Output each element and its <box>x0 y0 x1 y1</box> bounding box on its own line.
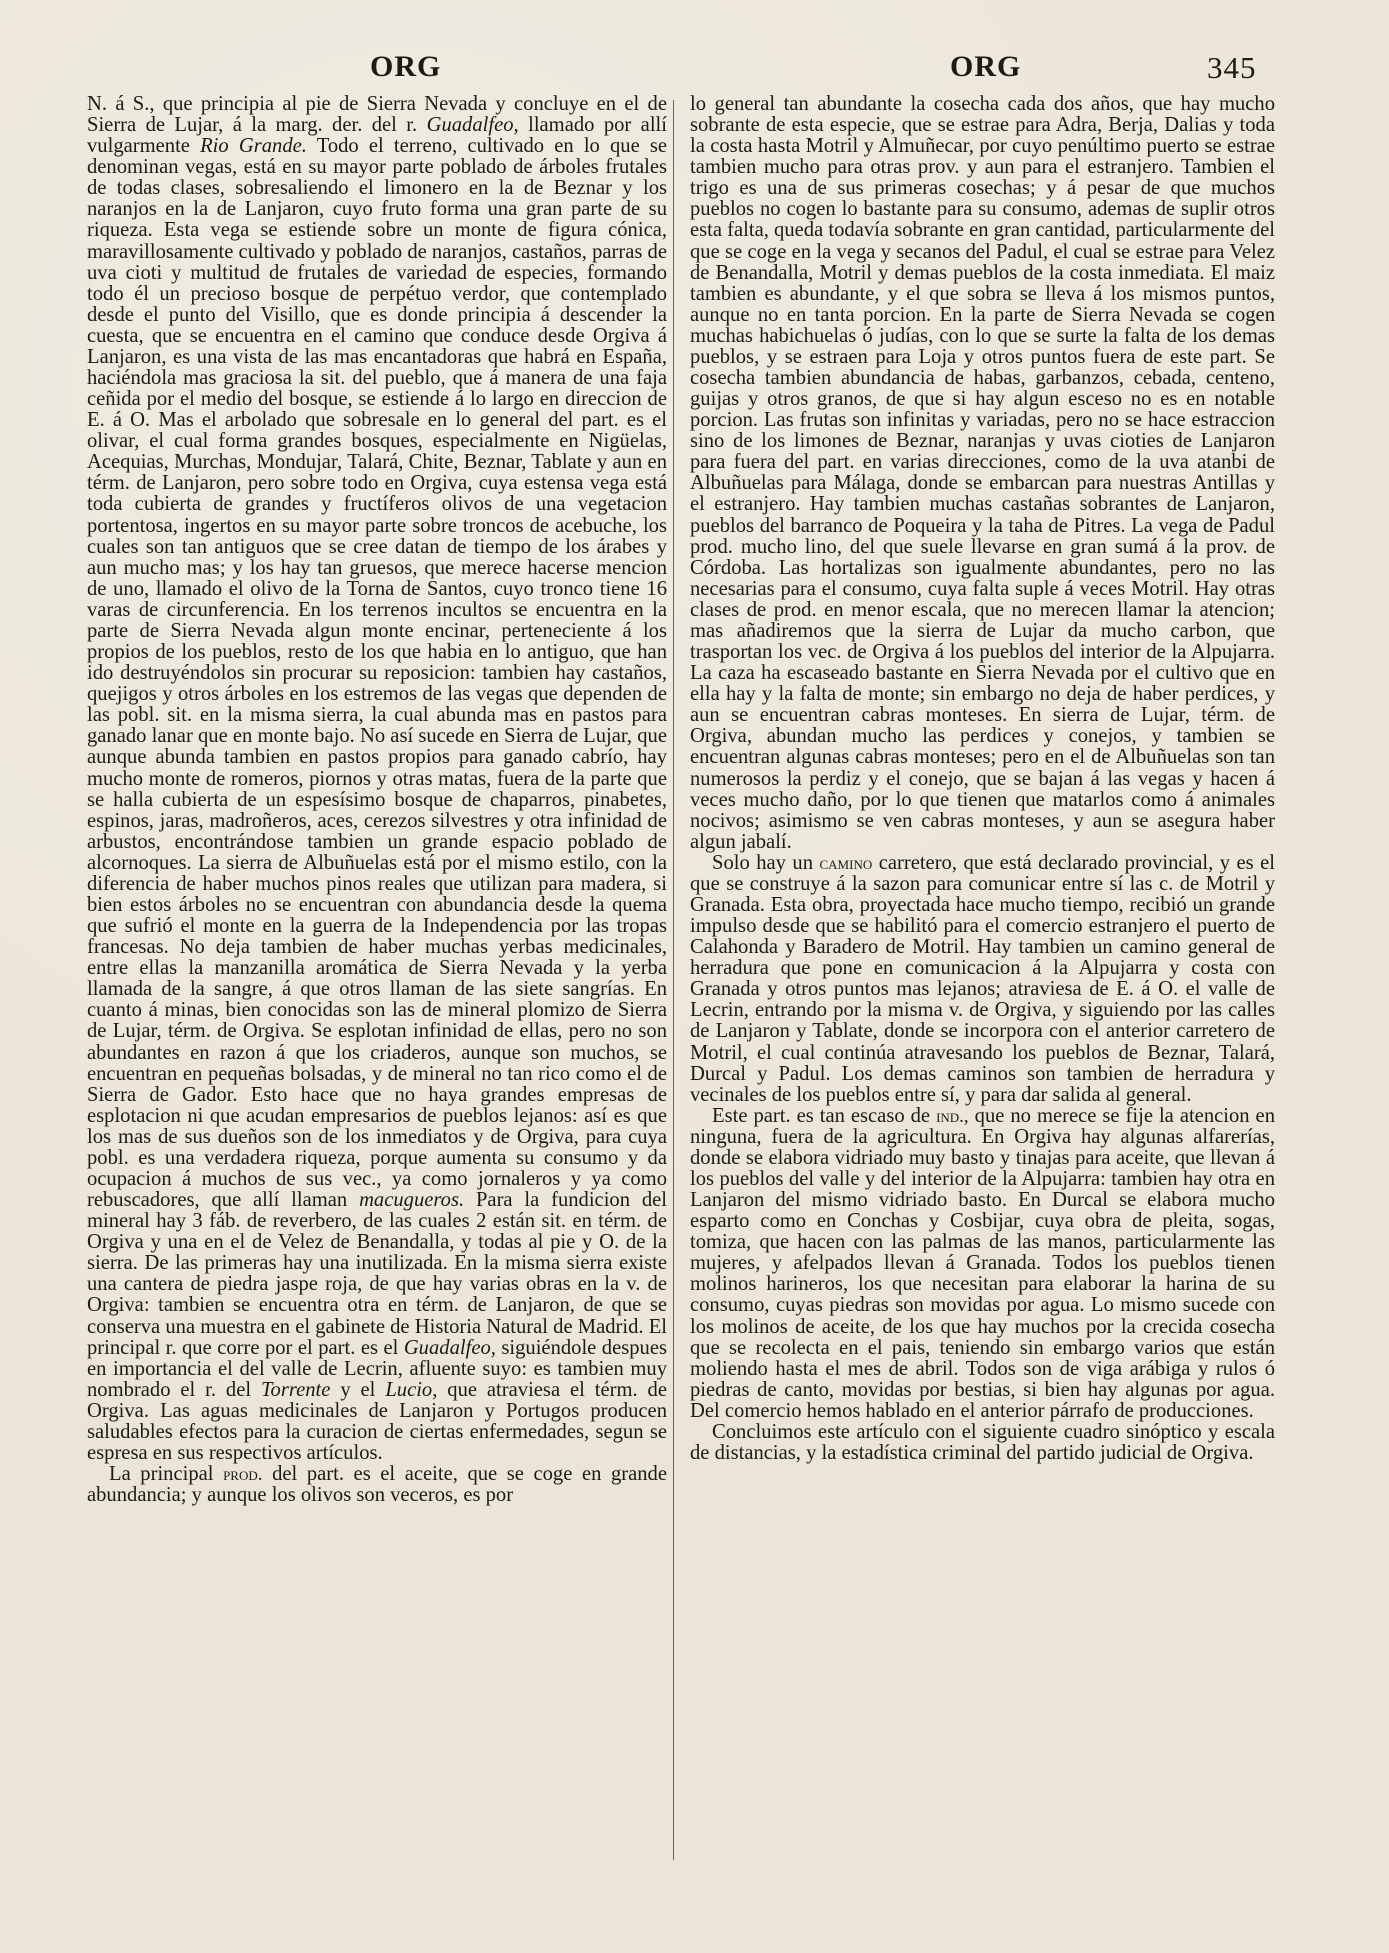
text-run: Para la fundicion del mineral hay 3 fáb. de reverbero, de las cuales 2 están sit. en térm. de Orgiva y una en el de Velez de Benandalla, y todas al pie y O. de la sierra. De las primeras hay una inutilizada. En la misma sierra existe una cantera de piedra jaspe roja, de que hay varias obras en la v. de Orgiva: tambien se encuentra otra en térm. de Lanjaron, de que se conserva una muestra en el gabinete de Historia Natural de Madrid. El principal r. que corre por el part. es el <box>87 1189 667 1359</box>
italic-term: Guadalfeo, <box>403 1336 496 1359</box>
running-head-right: ORG <box>950 50 1022 83</box>
right-paragraph-2 <box>690 853 1275 1106</box>
left-column <box>87 94 667 1506</box>
right-paragraph-3 <box>690 1106 1275 1422</box>
text-run: carretero, que está declarado provincial, y es el que se construye á la sazon para comunicar entre sí las c. de Motril y Granada. Esta obra, proyectada hace mucho tiempo, recibió un grande impulso desde que se habilitó para el comercio estranjero el puerto de Calahonda y Baradero de Motril. Hay tambien un camino general de herradura que pone en comunicacion á la Alpujarra y costa con Granada y otros puntos mas lejanos; atraviesa de E. á O. el valle de Lecrin, entrando por la misma v. de Orgiva, y siguiendo por las calles de Lanjaron y Tablate, donde se incorpora con el anterior carretero de Motril, el cual continúa atravesando los pueblos de Beznar, Talará, Durcal y Padul. Los demas caminos son tambien de herradura y vecinales de los pueblos entre sí, y para dar salida al general. <box>690 851 1275 1106</box>
text-run: La principal <box>109 1463 214 1486</box>
text-run: Solo hay un <box>712 851 814 874</box>
italic-term: Lucio, <box>385 1378 438 1401</box>
text-run: que atraviesa el térm. de Orgiva. Las aguas medicinales de Lanjaron y Portugos producen saludables efectos para la curacion de ciertas enfermedades, segun se espresa en sus respectivos artículos. <box>87 1378 667 1464</box>
italic-term: macugueros. <box>359 1189 465 1212</box>
small-caps-heading: ind., <box>936 1105 969 1127</box>
running-head-left: ORG <box>370 50 442 83</box>
text-run: siguiéndole despues en importancia el del valle de Lecrin, afluente suyo: es tambien muy nombrado el r. del <box>87 1336 667 1401</box>
italic-term: Guadalfeo, <box>426 114 519 137</box>
column-divider <box>673 100 674 1860</box>
text-run: y el <box>340 1378 376 1401</box>
left-paragraph-2 <box>87 1464 667 1506</box>
text-run: del part. es el aceite, que se coge en grande abundancia; y aunque los olivos son veceros, es por <box>87 1463 667 1507</box>
left-paragraph-1 <box>87 94 667 1464</box>
right-paragraph-1: lo general tan abundante la cosecha cada dos años, que hay mucho sobrante de esta especie, que se estrae para Adra, Berja, Dalias y toda la costa hasta Motril y Almuñecar, por cuyo penúltimo puerto se estrae tambien mucho para otras prov. y aun para el estranjero. Tambien el trigo es una de sus primeras cosechas; y á pesar de que muchos pueblos no cogen lo bastante para su consumo, ademas de suplir otros esta falta, queda todavía sobrante en gran cantidad, particularmente del que se coge en la vega y secanos del Padul, el cual se estrae para Velez de Benandalla, Motril y demas pueblos de la costa inmediata. El maiz tambien es abundante, y el que sobra se lleva á los mismos puntos, aunque no en tanta porcion. En la parte de Sierra Nevada se cogen muchas habichuelas ó judías, con lo que se surte la falta de los demas pueblos, y se estraen para Loja y otros puntos fuera de este part. Se cosecha tambien abundancia de habas, garbanzos, cebada, centeno, guijas y otros granos, de que si hay algun esceso no es en notable porcion. Las frutas son infinitas y variadas, pero no se hace estraccion sino de los limones de Beznar, naranjas y uvas cioties de Lanjaron para fuera del part. en varias direcciones, como de la uva atanbi de Albuñuelas para Málaga, donde se embarcan para nuestras Antillas y el estranjero. Hay tambien muchas castañas sobrantes de Lanjaron, pueblos del barranco de Poqueira y la taha de Pitres. La vega de Padul prod. mucho lino, del que suele llevarse en gran sumá á la prov. de Córdoba. Las hortalizas son igualmente abundantes, pero no las necesarias para el consumo, cuya falta suple á veces Motril. Hay otras clases de prod. en menor escala, que no merecen llamar la atencion; mas añadiremos que la sierra de Lujar da mucho carbon, que trasportan los vec. de Orgiva á los pueblos del interior de la Alpujarra. La caza ha escaseado bastante en Sierra Nevada por el cultivo que en ella hay y la falta de monte; sin embargo no deja de haber perdices, y aun se encuentran cabras monteses. En sierra de Lujar, térm. de Orgiva, abundan mucho las perdices y conejos, y tambien se encuentran algunas cabras monteses; pero en el de Albuñuelas son tan numerosos la perdiz y el conejo, que se bajan á las vegas y hacen á veces mucho daño, por lo que tienen que matarlos como á animales nocivos; asimismo se ven cabras monteses, y aun se asegura haber algun jabalí. <box>690 93 1275 853</box>
text-run: Todo el terreno, cultivado en lo que se denominan vegas, está en su mayor parte poblado de árboles frutales de todas clases, sobresaliendo el limonero en la de Beznar y los naranjos en la de Lanjaron, cuyo fruto forma una gran parte de su riqueza. Esta vega se estiende sobre un monte de figura cónica, maravillosamente cultivado y poblado de naranjos, castaños, parras de uva cioti y multitud de frutales de variedad de especies, formando todo él un precioso bosque de perpétuo verdor, que contemplado desde el punto del Visillo, que es donde principia á descender la cuesta, que se encuentra en el camino que conduce desde Orgiva á Lanjaron, es una vista de las mas encantadoras que habrá en España, haciéndola mas graciosa la sit. del pueblo, que á manera de una faja ceñida por el medio del bosque, se estiende á lo largo en direccion de E. á O. Mas el arbolado que sobresale en lo general del part. es el olivar, el cual forma grandes bosques, especialmente en Nigüelas, Acequias, Murchas, Mondujar, Talará, Chite, Beznar, Tablate y aun en térm. de Lanjaron, pero sobre todo en Orgiva, cuya estensa vega está toda cubierta de grandes y fructíferos olivos de una vegetacion portentosa, ingertos en su mayor parte sobre troncos de acebuche, los cuales son tan antiguos que se cree datan de tiempo de los árabes y aun mucho mas; y los hay tan gruesos, que merece hacerse mencion de uno, llamado el olivo de la Torna de Santos, cuyo tronco tiene 16 varas de circunferencia. En los terrenos incultos se encuentra en la parte de Sierra Nevada algun monte encinar, perteneciente á los propios de los pueblos, resto de los que habia en lo antiguo, que han ido destruyéndolos sin procurar su reposicion: tambien hay castaños, quejigos y otros árboles en los estremos de las vegas que dependen de las pobl. sit. en la misma sierra, la cual abunda mas en pastos para ganado lanar que en monte bajo. No así sucede en Sierra de Lujar, que aunque abunda tambien en pastos propios para ganado cabrío, hay mucho monte de romeros, piornos y otras matas, fuera de la parte que se halla cubierta de un espesísimo bosque de chaparros, pinabetes, espinos, jaras, madroñeros, aces, cerezos silvestres y otra infinidad de arbustos, encontrándose tambien un grande espacio poblado de alcornoques. La sierra de Albuñuelas está por el mismo estilo, con la diferencia de haber muchos pinos reales que utilizan para madera, si bien estos árboles no se encuentran con abundancia desde la quema que sufrió el monte en la guerra de la Independencia por las tropas francesas. No deja tambien de haber muchas yerbas medicinales, entre ellas la manzanilla aromática de Sierra Nevada y la yerba llamada de la sangre, á que otros llaman de las siete sangrías. En cuanto á minas, bien conocidas son las de mineral plomizo de Sierra de Lujar, térm. de Orgiva. Se esplotan infinidad de ellas, pero no son abundantes en razon á que los criaderos, aunque son muchos, se encuentran en pequeñas bolsadas, y de mineral no tan rico como el de Sierra de Gador. Esto hace que no haya grandes empresas de esplotacion ni que acudan empresarios de pueblos lejanos: así es que los mas de sus dueños son de los inmediatos y de Orgiva, para cuya pobl. es una verdadera riqueza, porque aumenta su consumo y da ocupacion á muchos de sus vec., ya como jornaleros y ya como rebuscadores, que allí llaman <box>87 135 668 1212</box>
text-run: Este part. es tan escaso de <box>712 1104 931 1127</box>
italic-term: Torrente <box>261 1378 331 1401</box>
small-caps-heading: camino <box>819 852 873 874</box>
page-number: 345 <box>1207 50 1257 85</box>
text-run: llamado por allí vulgarmente <box>87 114 667 158</box>
text-run: N. á S., que principia al pie de Sierra Nevada y concluye en el de Sierra de Lujar, á la marg. der. del r. <box>87 93 667 137</box>
text-run: que no merece se fije la atencion en ninguna, fuera de la agricultura. En Orgiva hay algunas alfarerías, donde se elabora vidriado muy basto y tinajas para aceite, que llevan á los pueblos del valle y del interior de la Alpujarra: tambien hay otra en Lanjaron del mismo vidriado basto. En Durcal se elabora mucho esparto como en Conchas y Cosbijar, cuya obra de pleita, sogas, tomiza, que hacen con las palmas de las manos, particularmente las mujeres, y afelpados llevan á Granada. Todos los pueblos tienen molinos harineros, los que necesitan para elaborar la harina de su consumo, cuyas piedras son movidas por agua. Lo mismo sucede con los molinos de aceite, de los que hay muchos por la crecida cosecha que se recolecta en el pais, teniendo sin embargo varios que están moliendo hasta el mes de abril. Todos son de viga arábiga y rulos ó piedras de canto, movidas por bestias, si bien hay algunas por agua. Del comercio hemos hablado en el anterior párrafo de producciones. <box>690 1104 1275 1422</box>
small-caps-heading: prod. <box>223 1464 263 1486</box>
right-paragraph-4: Concluimos este artículo con el siguiente cuadro sinóptico y escala de distancias, y la estadística criminal del partido judicial de Orgiva. <box>690 1420 1275 1464</box>
right-column <box>690 94 1275 1464</box>
italic-term: Rio Grande. <box>200 135 307 158</box>
